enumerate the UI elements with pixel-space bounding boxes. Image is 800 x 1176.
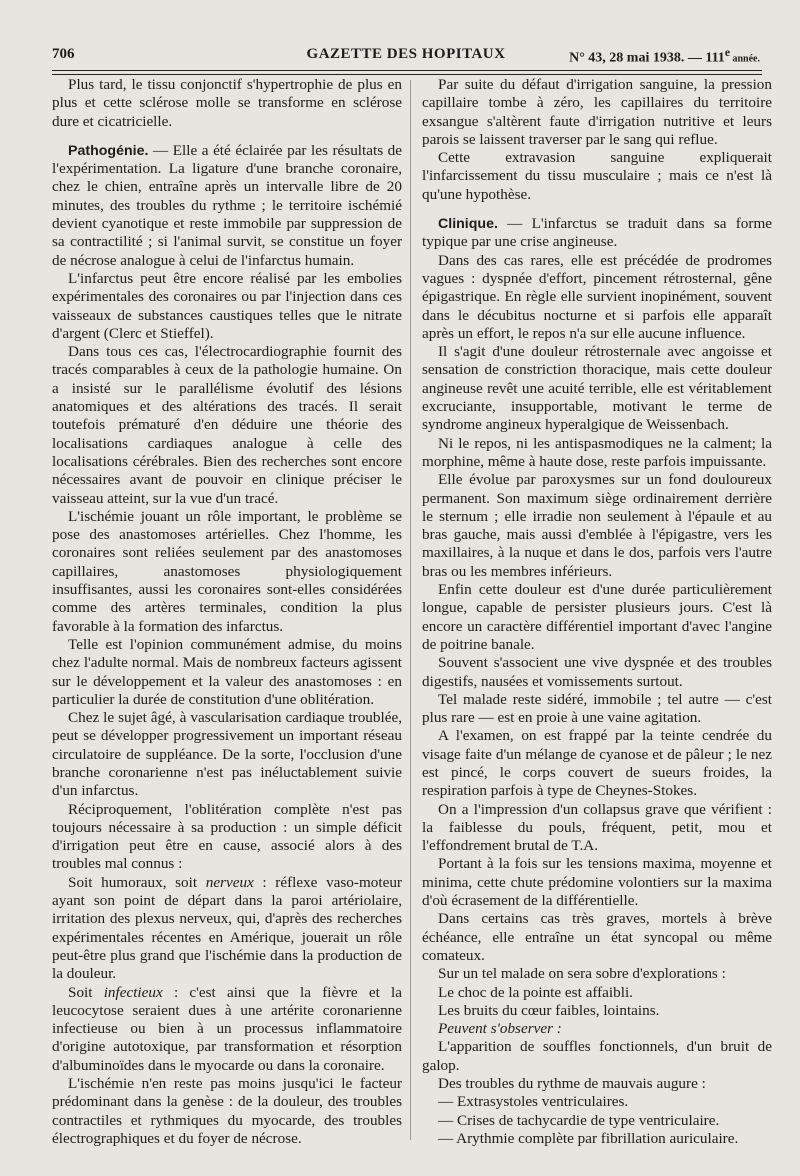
paragraph: On a l'impression d'un collapsus grave que vérifient : la faiblesse du pouls, fréquent, petit, mou et l'effondrement brutal de T.A. <box>422 800 772 855</box>
paragraph: Cette extravasion sanguine expliquerait l'infarcissement du tissu musculaire ; mais ce n'est là qu'une hypothèse. <box>422 149 772 203</box>
paragraph: Dans des cas rares, elle est précédée de prodromes vagues : dyspnée d'effort, pincement rétrosternal, gêne épigastrique. En règle elle survient inopinément, souvent dans le décubitus nocturne et si parfois elle apparaît après un effort, le repos n'a sur elle aucune influence. <box>422 251 772 342</box>
issue-year: année. <box>730 53 760 65</box>
paragraph-text: : réflexe vaso-moteur ayant son point de départ dans la paroi artériolaire, irritation des plexus nerveux, qui, d'après des recherches expérimentales récentes en Amérique, jouerait un rôle peut-être plus grand que l'ischémie dans la production de la douleur. <box>52 873 402 983</box>
issue-sup: e <box>724 46 730 59</box>
paragraph: Enfin cette douleur est d'une durée particulièrement longue, capable de persister plusieurs jours. C'est là encore un caractère différentiel important d'avec l'angine de poitrine banale. <box>422 581 772 653</box>
paragraph-text: — L'infarctus se traduit dans sa forme typique par une crise angineuse. <box>422 215 772 251</box>
page-number: 706 <box>52 46 75 62</box>
header-rule-thin <box>52 74 762 75</box>
publication-title: GAZETTE DES HOPITAUX <box>306 46 506 62</box>
issue-info <box>569 46 760 67</box>
paragraph: Réciproquement, l'oblitération complète n'est pas toujours nécessaire à sa production : un simple déficit d'irrigation peut être en cause, associé alors à des troubles mal connus : <box>52 800 402 873</box>
paragraph: L'ischémie n'en reste pas moins jusqu'ici le facteur prédominant dans la genèse : de la douleur, des troubles contractiles et rythmiques du myocarde, des troubles électrographiques et du foyer de nécrose. <box>52 1075 402 1147</box>
paragraph: L'ischémie jouant un rôle important, le problème se pose des anastomoses artérielles. Chez l'homme, les coronaires sont reliées seulement par des anastomoses capillaires, anastomoses physiologiquement insuffisantes, aussi les coronaires sont-elles considérées comme des artères terminales, condition la plus favorable à la formation des infarctus. <box>52 507 402 635</box>
paragraph: Par suite du défaut d'irrigation sanguine, la pression capillaire tombe à zéro, les capillaires du territoire exsangue s'altèrent faute d'irrigation nutritive et leurs parois se laissent traverser par le sang qui reflue. <box>422 76 772 148</box>
paragraph: Ni le repos, ni les antispasmodiques ne la calment; la morphine, même à haute dose, reste parfois impuissante. <box>422 434 772 470</box>
paragraph: Il s'agit d'une douleur rétrosternale avec angoisse et sensation de constriction thoracique, mais cette douleur angineuse revêt une acuité terrible, elle est véritablement excruciante, insupportable, motivant le terme de syndrome angineux hyperalgique de Weissenbach. <box>422 343 772 434</box>
paragraph: Souvent s'associent une vive dyspnée et des troubles digestifs, nausées et vomissements surtout. <box>422 654 772 690</box>
paragraph: Dans tous ces cas, l'électrocardiographie fournit des tracés comparables à ceux de la pathologie humaine. On a insisté sur le parallélisme évolutif des lésions anatomiques et des altérations des tracés. Il serait toutefois prématuré d'en déduire une théorie des localisations cardiaques analogue à celle des localisations cérébrales. Bien des recherches sont encore nécessaires avant de pouvoir en clinique préciser le vaisseau atteint, sur la vue d'un tracé. <box>52 343 402 507</box>
paragraph: L'infarctus peut être encore réalisé par les embolies expérimentales des coronaires ou par l'injection dans ces vaisseaux de substances caustiques telles que le nitrate d'argent (Clerc et Stieffel). <box>52 269 402 342</box>
italic-term: nerveux <box>205 873 254 891</box>
paragraph: Plus tard, le tissu conjonctif s'hypertrophie de plus en plus et cette sclérose molle se transforme en sclérose dure et cicatricielle. <box>52 76 402 130</box>
paragraph-text: — Elle a été éclairée par les résultats de l'expérimentation. La ligature d'une branche coronaire, chez le chien, entraîne après un intervalle libre de 20 minutes, des troubles du rythme ; le territoire ischémié devient cyanotique et reste immobile par suppression de sa contractilité ; si l'animal survit, se constitue un foyer de nécrose analogue à celui de l'infarctus humain. <box>52 141 402 269</box>
paragraph: Tel malade reste sidéré, immobile ; tel autre — c'est plus rare — est en proie à une vaine agitation. <box>422 690 772 727</box>
paragraph-text: : c'est ainsi que la fièvre et la leucocytose seraient dues à une artérite coronarienne infectieuse ou bien à un processus inflammatoire d'origine autotoxique, par transformation et résorption d'albuminoïdes dans le myocarde ou dans la coronaire. <box>52 983 402 1074</box>
paragraph-text: Soit humoraux, soit <box>68 873 206 891</box>
paragraph-text: Soit <box>68 983 104 1001</box>
paragraph: Elle évolue par paroxysmes sur un fond douloureux permanent. Son maximum siège ordinairement derrière le sternum ; elle irradie non seulement à l'épaule et au bras gauche, mais aussi d'emblée à l'épigastre, vers les maxillaires, à la nuque et dans le dos, parfois vers l'autre bras ou les membres inférieurs. <box>422 471 772 580</box>
list-item: — Extrasystoles ventriculaires. <box>438 1093 629 1111</box>
paragraph: Les bruits du cœur faibles, lointains. <box>438 1001 660 1019</box>
paragraph: Chez le sujet âgé, à vascularisation cardiaque troublée, peut se développer progressivement un important réseau circulatoire de suppléance. De la sorte, l'occlusion d'une branche coronarienne n'est pas inéluctablement suivie d'un infarctus. <box>52 709 402 800</box>
page-header <box>52 40 760 66</box>
section-heading: Pathogénie. <box>68 142 149 159</box>
list-item: — Arythmie complète par fibrillation auriculaire. <box>438 1129 739 1147</box>
paragraph: Telle est l'opinion communément admise, du moins chez l'adulte normal. Mais de nombreux facteurs agissent sur le développement et la valeur des anastomoses : en particulier la durée de constitution d'une oblitération. <box>52 635 402 708</box>
issue-number: N° 43, 28 mai 1938. — 111 <box>569 50 725 66</box>
column-divider <box>410 80 411 1140</box>
paragraph <box>52 984 402 1075</box>
paragraph: L'apparition de souffles fonctionnels, d'un bruit de galop. <box>422 1038 772 1074</box>
italic-term: infectieux <box>103 983 163 1001</box>
paragraph: Portant à la fois sur les tensions maxima, moyenne et minima, cette chute prédomine volontiers sur la maxima d'où écrasement de la différentielle. <box>422 855 772 910</box>
paragraph-clinique <box>422 215 772 252</box>
paragraph: A l'examen, on est frappé par la teinte cendrée du visage faite d'un mélange de cyanose et de pâleur ; le nez est pincé, le corps couvert de sueurs froides, la respiration parfois à type de Cheynes-Stokes. <box>422 727 772 800</box>
paragraph: Dans certains cas très graves, mortels à brève échéance, elle entraîne un état syncopal ou même comateux. <box>422 910 772 964</box>
section-heading: Clinique. <box>438 216 498 233</box>
header-rule <box>52 70 762 71</box>
paragraph-pathogenie <box>52 142 402 270</box>
paragraph <box>52 874 402 984</box>
paragraph: Des troubles du rythme de mauvais augure : <box>438 1075 706 1093</box>
list-item: — Crises de tachycardie de type ventriculaire. <box>438 1111 720 1129</box>
left-column <box>52 76 402 1148</box>
paragraph-italic: Peuvent s'observer : <box>438 1020 562 1038</box>
right-column <box>422 76 772 1148</box>
paragraph: Le choc de la pointe est affaibli. <box>438 983 633 1001</box>
paragraph: Sur un tel malade on sera sobre d'explorations : <box>438 965 726 983</box>
